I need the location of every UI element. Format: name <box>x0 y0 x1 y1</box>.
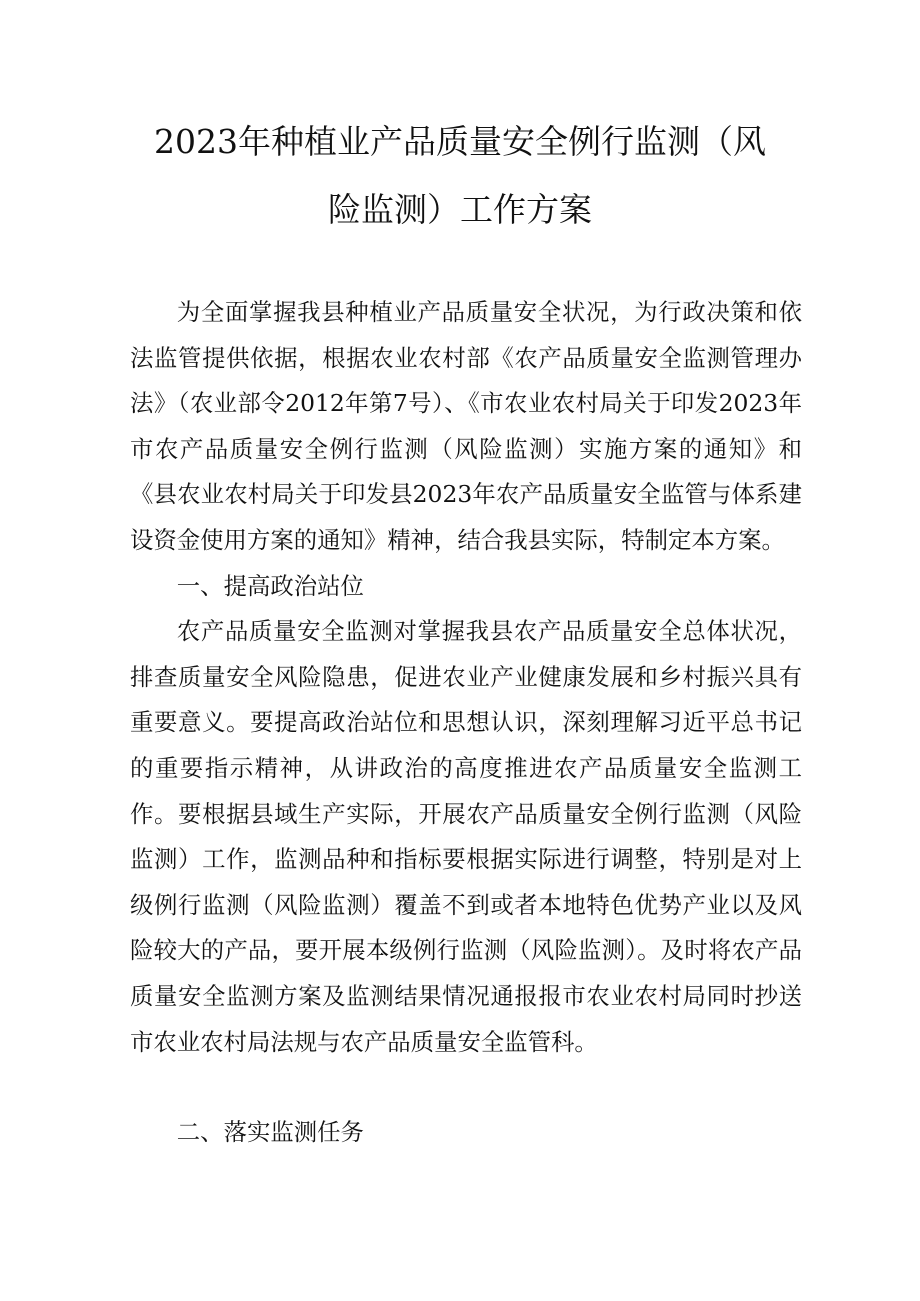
section-1-heading: 一、提高政治站位 <box>176 571 364 600</box>
section-spacer <box>130 1065 802 1110</box>
section-2-heading: 二、落实监测任务 <box>176 1118 364 1147</box>
intro-paragraph: 为全面掌握我县种植业产品质量安全状况，为行政决策和依法监管提供依据，根据农业农村部《农产品质量安全监测管理办法》（农业部令2012年第7号）、《市农业农村局关于印发2023年市农产品质量安全例行监测（风险监测）实施方案的通知》和《县农业农村局关于印发县2023年农产品质量安全监管与体系建设资金使用方案的通知》精神，结合我县实际，特制定本方案。 <box>130 298 802 554</box>
document-title-line-2: 险监测）工作方案 <box>328 190 592 229</box>
section-1-paragraph: 农产品质量安全监测对掌握我县农产品质量安全总体状况，排查质量安全风险隐患，促进农业产业健康发展和乡村振兴具有重要意义。要提高政治站位和思想认识，深刻理解习近平总书记的重要指示精神，从讲政治的高度推进农产品质量安全监测工作。要根据县域生产实际，开展农产品质量安全例行监测（风险监测）工作，监测品种和指标要根据实际进行调整，特别是对上级例行监测（风险监测）覆盖不到或者本地特色优势产业以及风险较大的产品，要开展本级例行监测（风险监测）。及时将农产品质量安全监测方案及监测结果情况通报报市农业农村局同时抄送市农业农村局法规与农产品质量安全监管科。 <box>130 617 802 1056</box>
document-title-line-1: 2023年种植业产品质量安全例行监测（风 <box>154 122 766 161</box>
document-body <box>130 290 802 1156</box>
